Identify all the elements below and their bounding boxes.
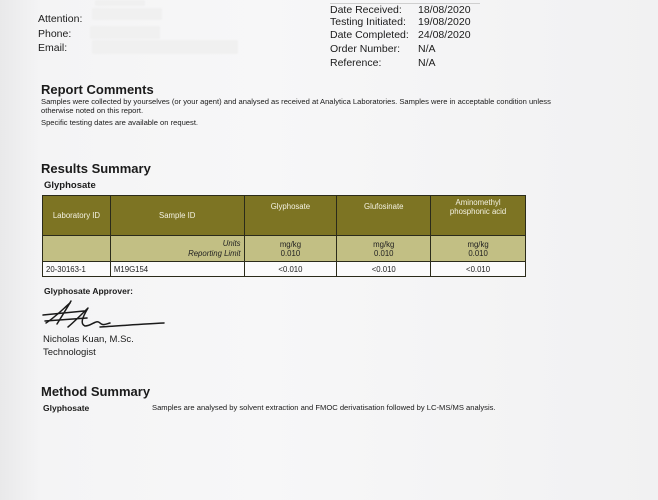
header-sample-id: Sample ID bbox=[110, 196, 244, 236]
units-label: Units bbox=[222, 238, 241, 248]
method-description: Samples are analysed by solvent extraction and FMOC derivatisation followed by LC-MS/MS analysis. bbox=[152, 403, 496, 412]
testing-initiated-label: Testing Initiated: bbox=[330, 16, 406, 28]
method-summary-heading: Method Summary bbox=[41, 384, 151, 399]
glyphosate-reporting-limit: 0.010 bbox=[280, 248, 301, 258]
header-ampa-line-1: Aminomethyl bbox=[455, 198, 501, 207]
report-comments-line-3: Specific testing dates are available on request. bbox=[41, 118, 199, 127]
reference-value: N/A bbox=[418, 57, 436, 69]
results-subheading: Glyphosate bbox=[44, 180, 96, 191]
reference-label: Reference: bbox=[330, 57, 382, 69]
phone-label: Phone: bbox=[38, 28, 72, 40]
table-row bbox=[43, 262, 526, 277]
reporting-limit-label: Reporting Limit bbox=[188, 248, 241, 258]
date-received-label: Date Received: bbox=[330, 4, 402, 16]
testing-initiated-value: 19/08/2020 bbox=[418, 16, 471, 28]
units-labels-cell bbox=[110, 236, 244, 262]
cell-sample-id: M19G154 bbox=[110, 262, 244, 277]
header-lab-id: Laboratory ID bbox=[43, 196, 111, 236]
cell-lab-id: 20-30163-1 bbox=[43, 262, 111, 277]
approver-title: Technologist bbox=[43, 347, 96, 358]
ampa-units-cell bbox=[431, 236, 526, 262]
redacted-top-field bbox=[95, 0, 145, 6]
date-completed-label: Date Completed: bbox=[330, 29, 409, 41]
results-summary-heading: Results Summary bbox=[41, 161, 151, 176]
order-number-label: Order Number: bbox=[330, 43, 401, 55]
results-header-row bbox=[43, 196, 526, 236]
redacted-attention bbox=[92, 8, 162, 20]
units-row bbox=[43, 236, 526, 262]
header-ampa-line-2: phosphonic acid bbox=[449, 207, 507, 216]
glyphosate-units-cell bbox=[244, 236, 337, 262]
date-received-value: 18/08/2020 bbox=[418, 4, 471, 16]
approver-name: Nicholas Kuan, M.Sc. bbox=[43, 334, 134, 345]
signature-image bbox=[40, 296, 170, 336]
glufosinate-units: mg/kg bbox=[373, 239, 395, 249]
attention-label: Attention: bbox=[38, 13, 83, 25]
method-name: Glyphosate bbox=[43, 403, 90, 413]
order-number-value: N/A bbox=[418, 43, 436, 55]
approver-label: Glyphosate Approver: bbox=[44, 286, 133, 296]
cell-glufosinate: <0.010 bbox=[337, 262, 431, 277]
email-label: Email: bbox=[38, 42, 68, 54]
report-comments-line-1: Samples were collected by yourselves (or your agent) and analysed as received at Analytica Laboratories. Samples were in acceptable condition unless bbox=[41, 97, 551, 106]
cell-ampa: <0.010 bbox=[431, 262, 526, 277]
glufosinate-units-cell bbox=[337, 236, 431, 262]
glyphosate-units: mg/kg bbox=[279, 239, 302, 249]
cell-glyphosate: <0.010 bbox=[244, 262, 337, 277]
report-comments-line-2: otherwise noted on this report. bbox=[41, 106, 144, 115]
redacted-phone bbox=[90, 26, 160, 39]
header-ampa bbox=[431, 196, 526, 236]
redacted-email bbox=[92, 40, 238, 54]
report-comments-heading: Report Comments bbox=[41, 82, 154, 97]
units-blank-cell bbox=[43, 236, 111, 262]
date-completed-value: 24/08/2020 bbox=[418, 29, 471, 41]
header-glufosinate: Glufosinate bbox=[337, 196, 431, 236]
header-glyphosate: Glyphosate bbox=[244, 196, 337, 236]
results-table bbox=[42, 195, 526, 277]
glufosinate-reporting-limit: 0.010 bbox=[373, 248, 394, 258]
ampa-units: mg/kg bbox=[467, 239, 489, 249]
ampa-reporting-limit: 0.010 bbox=[468, 248, 488, 258]
